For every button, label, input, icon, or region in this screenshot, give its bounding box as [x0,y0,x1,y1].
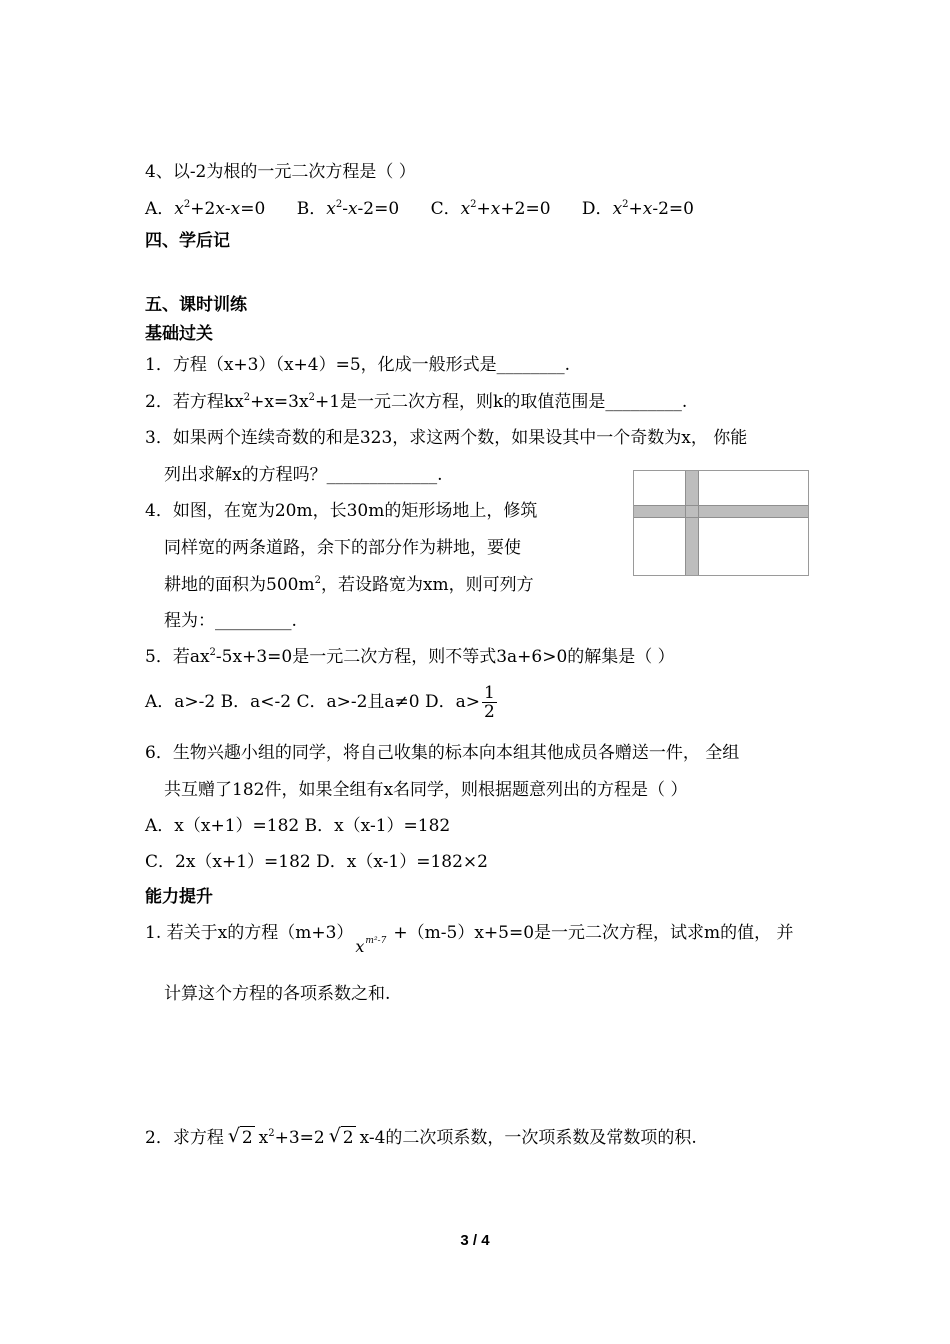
power-expression [353,922,393,956]
basic-q6-line2: 共互赠了182件，如果全组有x名同学，则根据题意列出的方程是（ ） [164,780,688,800]
fraction-denominator: 2 [484,702,495,722]
ability-section-title: 能力提升 [145,887,213,907]
basic-q5-options-text: A．a>-2 B．a<-2 C．a>-2且a≠0 D．a> [145,692,481,712]
basic-q6-options-row1: A．x（x+1）=182 B．x（x-1）=182 [145,816,451,836]
horizontal-road [634,505,808,518]
sqrt-two [228,1126,255,1149]
q4-option-c-label: C． [430,199,461,219]
fraction-numerator: 1 [484,683,495,703]
basic-q5-pre: 5．若ax [145,647,210,667]
section4-title: 四、学后记 [145,231,230,251]
ability-q2-mid: x [258,1128,269,1148]
ability-q2-pre: 2．求方程 [145,1128,224,1148]
q4-options: A．$x^2+2x-x=0$ B．$x^2-x-2=0$ C．$x^2+x+2=0$ D．$x^2+x-2=0$ [145,199,694,219]
basic-q2: 2．若方程$kx^2+x=3x^2+1$是一元二次方程，则k的取值范围是_________. [145,392,688,412]
ability-q2-mid2: +3=2 [274,1128,325,1148]
basic-q4-line3-pre: 耕地的面积为500m [164,575,315,595]
q4-option-b-label: B． [296,199,327,219]
basic-q2-pre: 2．若方程kx [145,392,244,412]
basic-q4-line1: 4．如图，在宽为20m，长30m的矩形场地上，修筑 [145,501,538,521]
ability-q2: 2．求方程√ 2 $x^2+3=2√$ 2 x-4的二次项系数，一次项系数及常数项的积. [145,1126,697,1149]
road-field-figure [633,470,809,576]
ability-q1-post: +（m-5）x+5=0是一元二次方程，试求m的值， 并 [393,923,794,943]
basic-q2-post: +1是一元二次方程，则k的取值范围是_________. [314,392,688,412]
ability-q1-line1 [145,922,794,956]
ability-q1-line2: 计算这个方程的各项系数之和. [164,984,391,1004]
basic-q5: 5．若$ax^2-5x+3=0$是一元二次方程，则不等式3a+6>0的解集是（ ） [145,647,675,667]
basic-q3-line2: 列出求解x的方程吗？_____________. [164,465,443,485]
sqrt-radicand: 2 [241,1128,253,1148]
ability-q1-pre: 1. 若关于x的方程（m+3） [145,923,354,943]
basic-q5-options [145,684,497,721]
section5-title: 五、课时训练 [145,295,247,315]
q4-stem: 4、以-2为根的一元二次方程是（ ） [145,162,416,182]
fraction-one-half [482,684,497,721]
road-intersection [685,505,699,518]
page-number: 3 / 4 [460,1232,490,1249]
basic-q2-mid: +x=3x [250,392,309,412]
sqrt-radicand-second: 2 [342,1128,354,1148]
ability-q2-post: x-4的二次项系数，一次项系数及常数项的积. [359,1128,697,1148]
basic-q4-line3: 耕地的面积为$500m^2$，若设路宽为xm，则可列方 [164,575,534,595]
basic-q5-post: -5x+3=0是一元二次方程，则不等式3a+6>0的解集是（ ） [215,647,675,667]
basic-q4-line4: 程为：_________. [164,611,297,631]
q4-option-a-label: A． [145,199,175,219]
power-exponent: m²-7 [365,936,387,946]
vertical-road [685,471,699,575]
sqrt-two-second [329,1126,356,1149]
power-base: x [355,937,365,956]
basic-q4-line2: 同样宽的两条道路，余下的部分作为耕地，要使 [164,538,521,558]
basic-q3-line1: 3．如果两个连续奇数的和是323，求这两个数，如果设其中一个奇数为x， 你能 [145,428,748,448]
basic-q6-line1: 6．生物兴趣小组的同学，将自己收集的标本向本组其他成员各赠送一件， 全组 [145,743,740,763]
basic-q6-options-row2: C．2x（x+1）=182 D．x（x-1）=182×2 [145,852,488,872]
basic-section-title: 基础过关 [145,324,213,344]
q4-option-d-label: D． [581,199,613,219]
basic-q1: 1．方程（x+3）（x+4）=5，化成一般形式是________. [145,355,571,375]
basic-q4-line3-post: ，若设路宽为xm，则可列方 [320,575,534,595]
